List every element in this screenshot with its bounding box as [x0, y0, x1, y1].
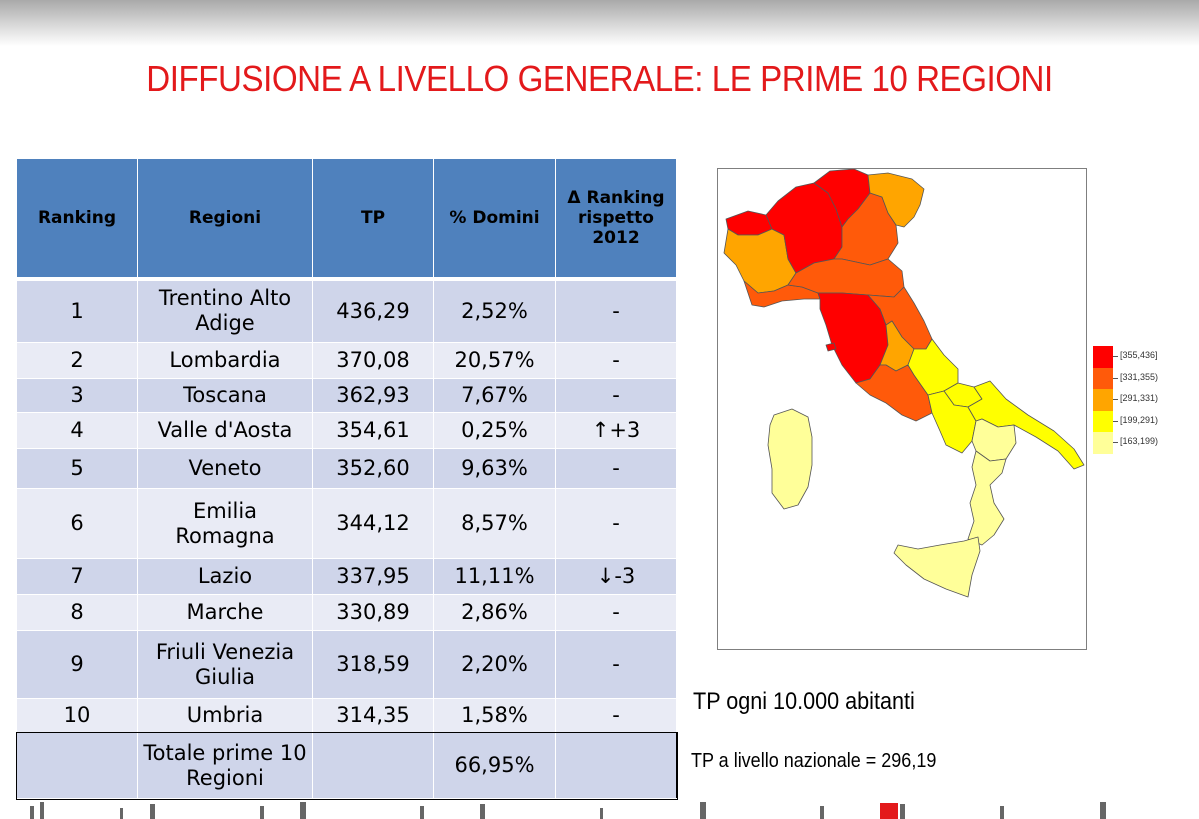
table-row	[17, 699, 677, 733]
rank-cell: 4	[17, 413, 138, 449]
region-cell: Friuli Venezia Giulia	[138, 631, 313, 699]
legend-swatch	[1093, 432, 1113, 454]
header-delta: Δ Ranking rispetto 2012	[556, 159, 677, 279]
legend-swatch	[1093, 346, 1113, 368]
total-tp-cell	[313, 733, 434, 799]
rank-cell: 8	[17, 595, 138, 631]
rank-cell: 3	[17, 379, 138, 413]
region-cell: Lazio	[138, 559, 313, 595]
delta-cell: -	[556, 631, 677, 699]
region-cell: Umbria	[138, 699, 313, 733]
domini-cell: 8,57%	[434, 489, 556, 559]
tp-cell: 344,12	[313, 489, 434, 559]
region-cell: Emilia Romagna	[138, 489, 313, 559]
table-row	[17, 595, 677, 631]
region-cell: Veneto	[138, 449, 313, 489]
top-bar	[0, 0, 1199, 46]
legend-label: [355,436]	[1120, 350, 1158, 360]
total-domini-cell: 66,95%	[434, 733, 556, 799]
total-label-cell: Totale prime 10 Regioni	[138, 733, 313, 799]
legend-swatch	[1093, 411, 1113, 433]
table-row	[17, 379, 677, 413]
region-cell: Trentino Alto Adige	[138, 279, 313, 343]
delta-cell: -	[556, 595, 677, 631]
delta-cell: -	[556, 699, 677, 733]
tp-cell: 354,61	[313, 413, 434, 449]
footer-decoration	[0, 800, 1199, 819]
rank-cell: 9	[17, 631, 138, 699]
region-valle-daosta	[726, 211, 772, 235]
domini-cell: 1,58%	[434, 699, 556, 733]
region-cell: Lombardia	[138, 343, 313, 379]
table-row	[17, 343, 677, 379]
header-regioni: Regioni	[138, 159, 313, 279]
region-cell: Toscana	[138, 379, 313, 413]
delta-cell: ↓-3	[556, 559, 677, 595]
domini-cell: 2,86%	[434, 595, 556, 631]
italy-map-svg	[718, 169, 1086, 649]
legend-label: [163,199)	[1120, 436, 1159, 447]
header-domini: % Domini	[434, 159, 556, 279]
legend-label: [331,355)	[1120, 371, 1159, 382]
table-row	[17, 631, 677, 699]
tp-cell: 337,95	[313, 559, 434, 595]
total-delta-cell	[556, 733, 677, 799]
tp-cell: 436,29	[313, 279, 434, 343]
delta-cell: -	[556, 449, 677, 489]
legend-label: [291,331)	[1120, 393, 1159, 404]
rank-cell: 10	[17, 699, 138, 733]
rank-cell: 1	[17, 279, 138, 343]
footer-pattern	[0, 800, 1199, 819]
legend-swatch	[1093, 389, 1113, 411]
tp-cell: 318,59	[313, 631, 434, 699]
legend-swatch	[1093, 368, 1113, 390]
rank-cell: 7	[17, 559, 138, 595]
domini-cell: 20,57%	[434, 343, 556, 379]
delta-cell: ↑+3	[556, 413, 677, 449]
domini-cell: 2,20%	[434, 631, 556, 699]
region-sardegna	[768, 409, 812, 509]
header-tp: TP	[313, 159, 434, 279]
region-cell: Marche	[138, 595, 313, 631]
delta-cell: -	[556, 279, 677, 343]
region-calabria	[968, 451, 1006, 545]
domini-cell: 7,67%	[434, 379, 556, 413]
tp-cell: 370,08	[313, 343, 434, 379]
tp-cell: 352,60	[313, 449, 434, 489]
table-row	[17, 489, 677, 559]
italy-map	[717, 168, 1087, 650]
ranking-table	[16, 158, 677, 799]
note-tp-nazionale: TP a livello nazionale = 296,19	[691, 750, 937, 772]
page-title: DIFFUSIONE A LIVELLO GENERALE: LE PRIME 10 REGIONI	[146, 58, 1053, 99]
region-sicilia	[894, 537, 980, 597]
header-ranking: Ranking	[17, 159, 138, 279]
delta-cell: -	[556, 489, 677, 559]
domini-cell: 11,11%	[434, 559, 556, 595]
table-row	[17, 559, 677, 595]
delta-cell: -	[556, 379, 677, 413]
rank-cell: 6	[17, 489, 138, 559]
domini-cell: 2,52%	[434, 279, 556, 343]
delta-cell: -	[556, 343, 677, 379]
tp-cell: 362,93	[313, 379, 434, 413]
rank-cell: 5	[17, 449, 138, 489]
region-cell: Valle d'Aosta	[138, 413, 313, 449]
table-row	[17, 449, 677, 489]
total-row	[17, 733, 677, 799]
total-rank-cell	[17, 733, 138, 799]
legend-label: [199,291)	[1120, 414, 1159, 425]
table-row	[17, 279, 677, 343]
tp-cell: 330,89	[313, 595, 434, 631]
table-row	[17, 413, 677, 449]
domini-cell: 9,63%	[434, 449, 556, 489]
rank-cell: 2	[17, 343, 138, 379]
note-tp-per-abitanti: TP ogni 10.000 abitanti	[693, 688, 915, 715]
domini-cell: 0,25%	[434, 413, 556, 449]
tp-cell: 314,35	[313, 699, 434, 733]
